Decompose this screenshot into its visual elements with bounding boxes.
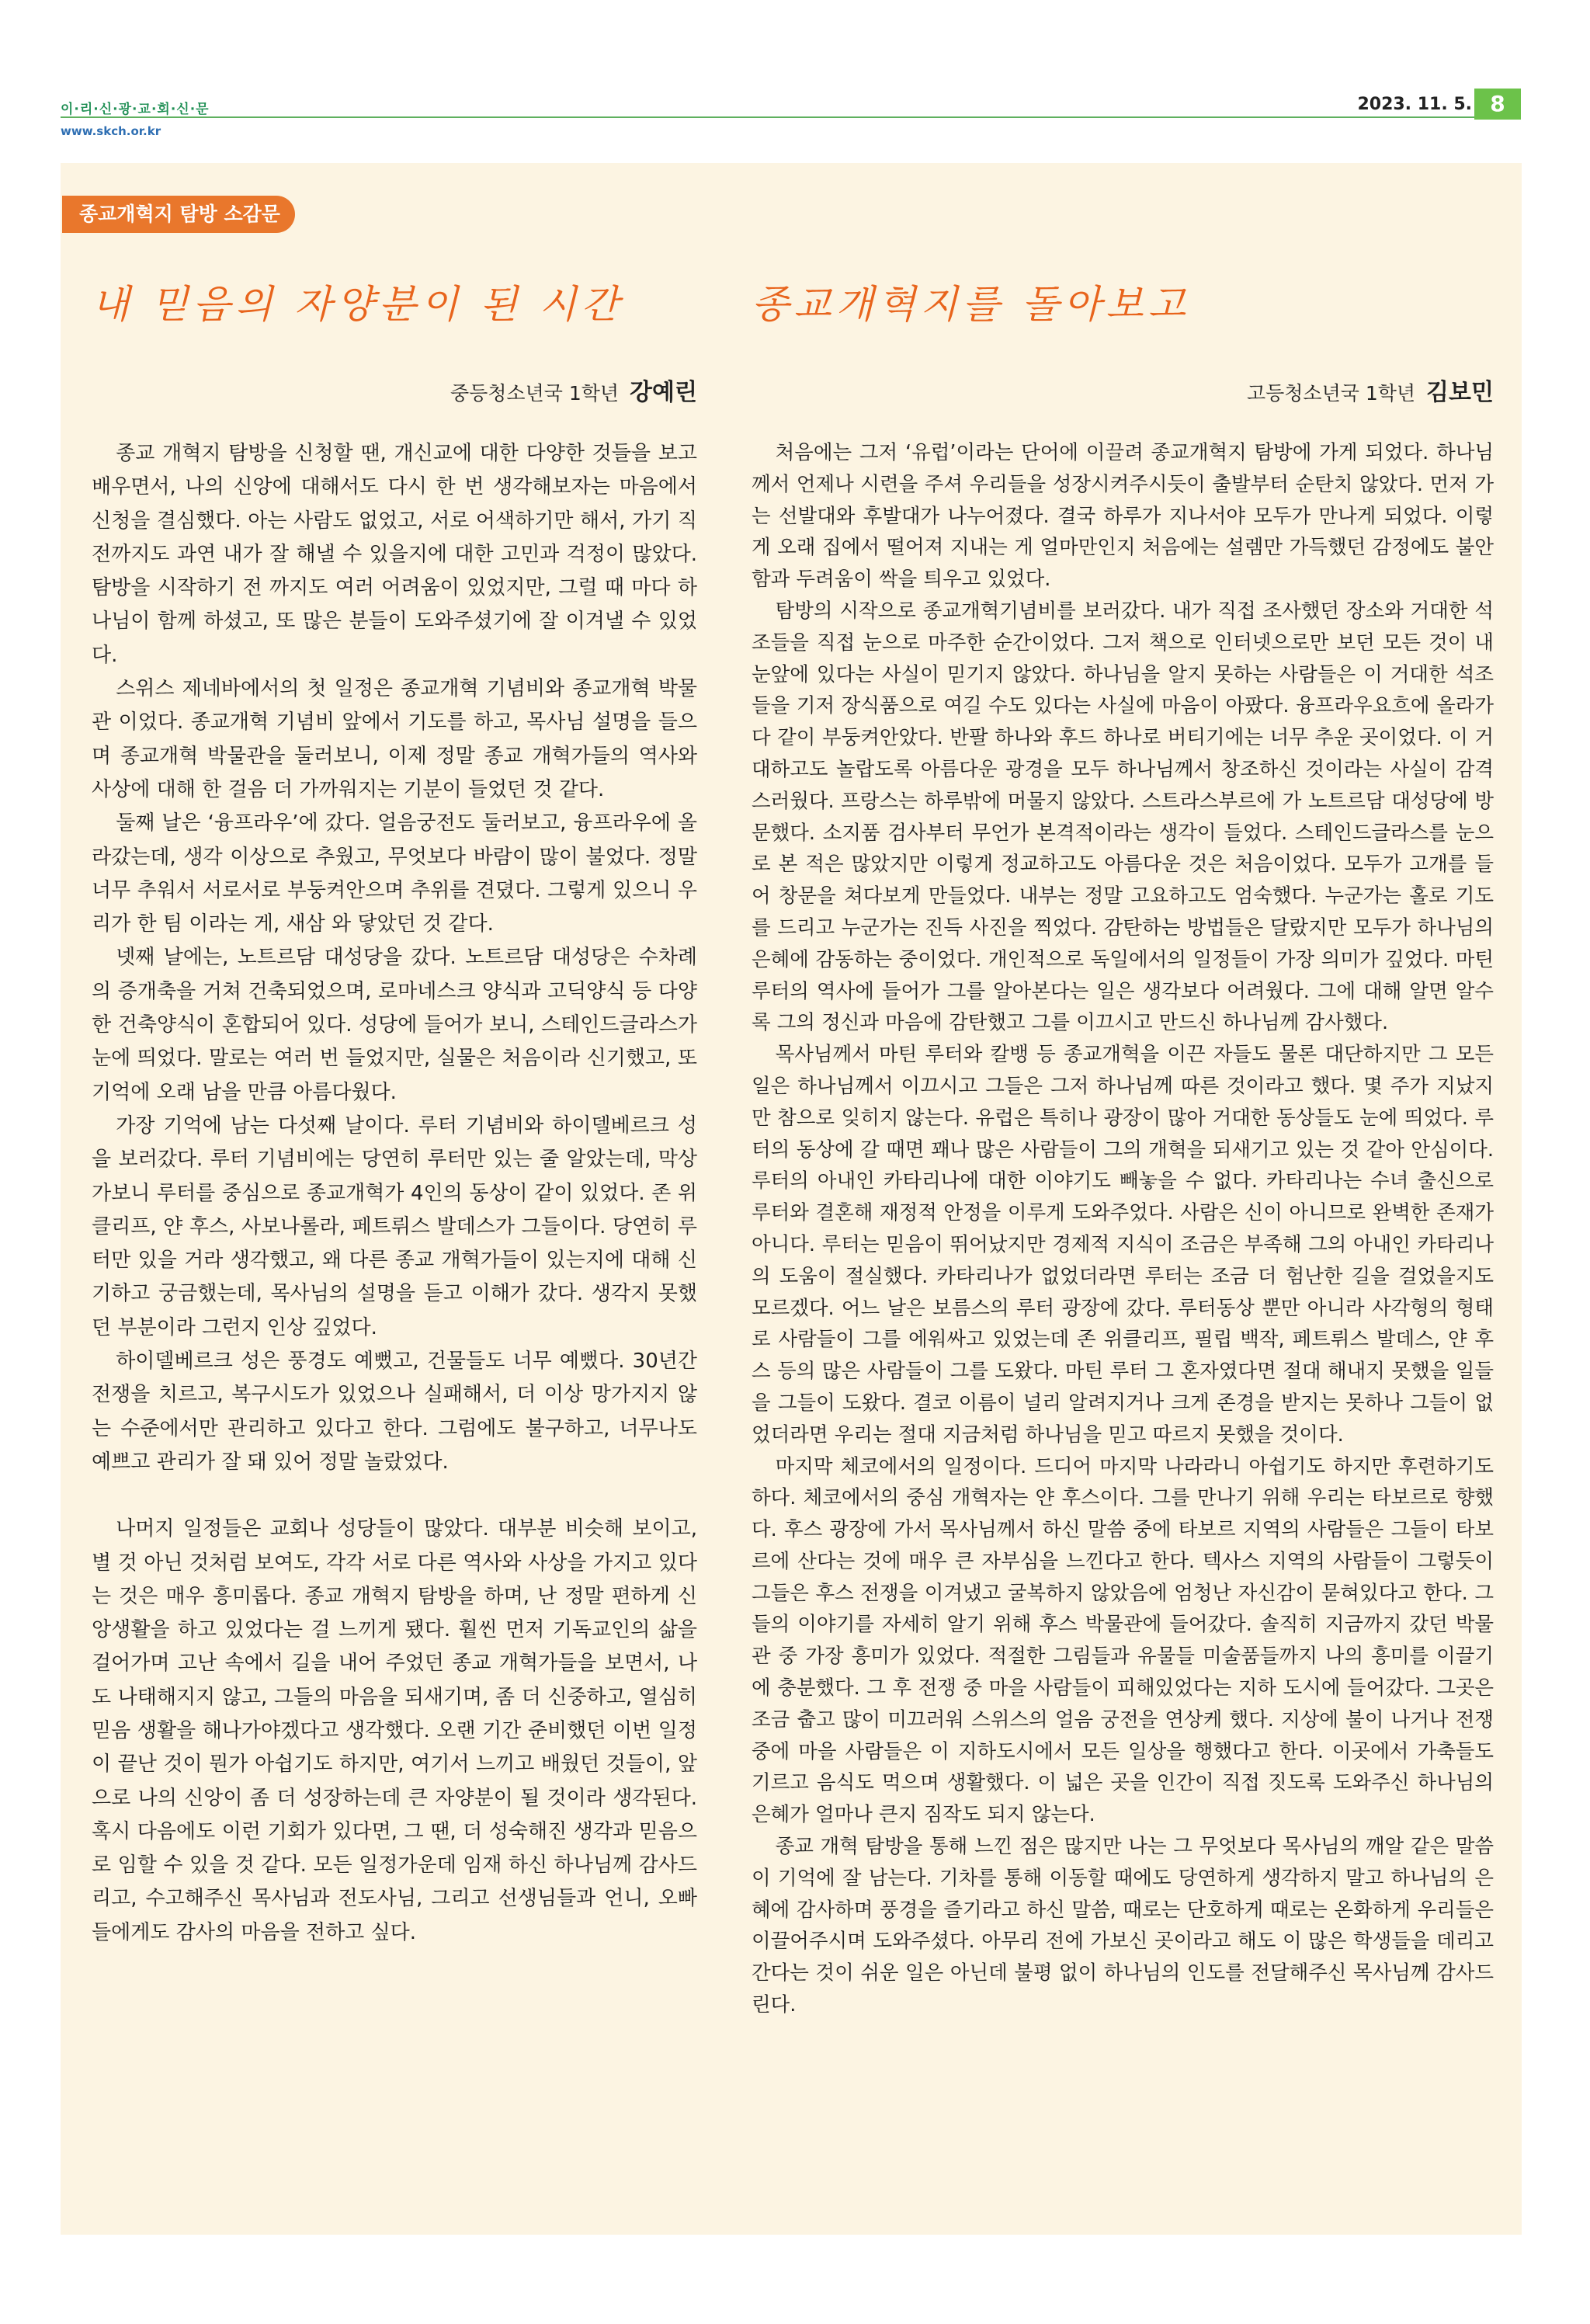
left-paragraph: 스위스 제네바에서의 첫 일정은 종교개혁 기념비와 종교개혁 박물관 이었다. 종교개혁 기념비 앞에서 기도를 하고, 목사님 설명을 들으며 종교개혁 박물관을 둘러보니, 이제 정말 종교 개혁가들의 역사와 사상에 대해 한 걸음 더 가까워지는 기분이 들었던 것 같다. — [92, 677, 697, 801]
left-article-title: 내 믿음의 자양분이 된 시간 — [92, 282, 623, 327]
right-author-name: 김보민 — [1426, 379, 1494, 406]
right-article-body — [752, 437, 1494, 2021]
right-paragraph: 종교 개혁 탐방을 통해 느낀 점은 많지만 나는 그 무엇보다 목사님의 깨알 같은 말씀이 기억에 잘 남는다. 기차를 통해 이동할 때에도 당연하게 생각하지 말고 하나님의 은혜에 감사하며 풍경을 즐기라고 하신 말씀, 때로는 단호하게 때로는 온화하게 우리들은 이끌어주시며 도와주셨다. 아무리 전에 가보신 곳이라고 해도 이 많은 학생들을 데리고 간다는 것이 쉬운 일은 아닌데 불평 없이 하나님의 인도를 전달해주신 목사님께 감사드린다. — [752, 1835, 1494, 2017]
left-article-body — [92, 437, 697, 1950]
newspaper-url[interactable]: www.skch.or.kr — [61, 124, 161, 138]
newspaper-name: 이·리·신·광·교·회·신·문 — [61, 102, 210, 117]
page-number: 8 — [1474, 89, 1521, 120]
left-paragraph: 하이델베르크 성은 풍경도 예뻤고, 건물들도 너무 예뻤다. 30년간 전쟁을 치르고, 복구시도가 있었으나 실패해서, 더 이상 망가지지 않는 수준에서만 관리하고 있다고 한다. 그럼에도 불구하고, 너무나도 예쁘고 관리가 잘 돼 있어 정말 놀랐었다. — [92, 1350, 697, 1474]
header-rule — [61, 116, 1520, 118]
left-paragraph: 종교 개혁지 탐방을 신청할 땐, 개신교에 대한 다양한 것들을 보고 배우면서, 나의 신앙에 대해서도 다시 한 번 생각해보자는 마음에서 신청을 결심했다. 아는 사람도 없었고, 서로 어색하기만 해서, 가기 직전까지도 과연 내가 잘 해낼 수 있을지에 대한 고민과 걱정이 많았다. 탐방을 시작하기 전 까지도 여러 어려움이 있었지만, 그럴 때 마다 하나님이 함께 하셨고, 또 많은 분들이 도와주셨기에 잘 이겨낼 수 있었다. — [92, 442, 697, 667]
issue-date: 2023. 11. 5. — [1357, 95, 1472, 114]
right-paragraph: 마지막 체코에서의 일정이다. 드디어 마지막 나라라니 아쉽기도 하지만 후련하기도 하다. 체코에서의 중심 개혁자는 얀 후스이다. 그를 만나기 위해 우리는 타보르로 향했다. 후스 광장에 가서 목사님께서 하신 말씀 중에 타보르 지역의 사람들은 그들이 타보르에 산다는 것에 매우 큰 자부심을 느낀다고 한다. 텍사스 지역의 사람들이 그렇듯이 그들은 후스 전쟁을 이겨냈고 굴복하지 않았음에 엄청난 자신감이 묻혀있다고 한다. 그들의 이야기를 자세히 알기 위해 후스 박물관에 들어갔다. 솔직히 지금까지 갔던 박물관 중 가장 흥미가 있었다. 적절한 그림들과 유물들 미술품들까지 나의 흥미를 이끌기에 충분했다. 그 후 전쟁 중 마을 사람들이 피해있었다는 지하 도시에 들어갔다. 그곳은 조금 춥고 많이 미끄러워 스위스의 얼음 궁전을 연상케 했다. 지상에 불이 나거나 전쟁 중에 마을 사람들은 이 지하도시에서 모든 일상을 행했다고 한다. 이곳에서 가축들도 기르고 음식도 먹으며 생활했다. 이 넓은 곳을 인간이 직접 짓도록 도와주신 하나님의 은혜가 얼마나 큰지 짐작도 되지 않는다. — [752, 1454, 1494, 1827]
right-author-dept: 고등청소년국 1학년 — [1246, 382, 1416, 405]
right-paragraph: 처음에는 그저 ‘유럽’이라는 단어에 이끌려 종교개혁지 탐방에 가게 되었다. 하나님께서 언제나 시련을 주셔 우리들을 성장시켜주시듯이 출발부터 순탄치 않았다. 먼저 가는 선발대와 후발대가 나누어졌다. 결국 하루가 지나서야 모두가 만나게 되었다. 이렇게 오래 집에서 떨어져 지내는 게 얼마만인지 처음에는 설렘만 가득했던 감정에도 불안함과 두려움이 싹을 틔우고 있었다. — [752, 441, 1494, 592]
left-paragraph: 나머지 일정들은 교회나 성당들이 많았다. 대부분 비슷해 보이고, 별 것 아닌 것처럼 보여도, 각각 서로 다른 역사와 사상을 가지고 있다는 것은 매우 흥미롭다. 종교 개혁지 탐방을 하며, 난 정말 편하게 신앙생활을 하고 있었다는 걸 느끼게 됐다. 훨씬 먼저 기독교인의 삶을 걸어가며 고난 속에서 길을 내어 주었던 종교 개혁가들을 보면서, 나도 나태해지지 않고, 그들의 마음을 되새기며, 좀 더 신중하고, 열심히 믿음 생활을 해나가야겠다고 생각했다. 오랜 기간 준비했던 이번 일정이 끝난 것이 뭔가 아쉽기도 하지만, 여기서 느끼고 배웠던 것들이, 앞으로 나의 신앙이 좀 더 성장하는데 큰 자양분이 될 것이라 생각된다. 혹시 다음에도 이런 기회가 있다면, 그 땐, 더 성숙해진 생각과 믿음으로 임할 수 있을 것 같다. 모든 일정가운데 임재 하신 하나님께 감사드리고, 수고해주신 목사님과 전도사님, 그리고 선생님들과 언니, 오빠들에게도 감사의 마음을 전하고 싶다. — [92, 1517, 697, 1944]
right-paragraph: 목사님께서 마틴 루터와 칼뱅 등 종교개혁을 이끈 자들도 물론 대단하지만 그 모든 일은 하나님께서 이끄시고 그들은 그저 하나님께 따른 것이라고 했다. 몇 주가 지났지만 참으로 잊히지 않는다. 유럽은 특히나 광장이 많아 거대한 동상들도 눈에 띄었다. 루터의 동상에 갈 때면 꽤나 많은 사람들이 그의 개혁을 되새기고 있는 것 같아 안심이다. 루터의 아내인 카타리나에 대한 이야기도 빼놓을 수 없다. 카타리나는 수녀 출신으로 루터와 결혼해 재정적 안정을 이루게 도와주었다. 사람은 신이 아니므로 완벽한 존재가 아니다. 루터는 믿음이 뛰어났지만 경제적 지식이 조금은 부족해 그의 아내인 카타리나의 도움이 절실했다. 카타리나가 없었더라면 루터는 조금 더 험난한 길을 걸었을지도 모르겠다. 어느 날은 보름스의 루터 광장에 갔다. 루터동상 뿐만 아니라 사각형의 형태로 사람들이 그를 에워싸고 있었는데 존 위클리프, 필립 백작, 페트뤼스 발데스, 얀 후스 등의 많은 사람들이 그를 도왔다. 마틴 루터 그 혼자였다면 절대 해내지 못했을 일들을 그들이 도왔다. 결코 이름이 널리 알려지거나 크게 존경을 받지는 못하나 그들이 없었더라면 우리는 절대 지금처럼 하나님을 믿고 따르지 못했을 것이다. — [752, 1043, 1494, 1447]
right-article-title: 종교개혁지를 돌아보고 — [752, 282, 1190, 327]
right-paragraph: 탐방의 시작으로 종교개혁기념비를 보러갔다. 내가 직접 조사했던 장소와 거대한 석조들을 직접 눈으로 마주한 순간이었다. 그저 책으로 인터넷으로만 보던 모든 것이 내 눈앞에 있다는 사실이 믿기지 않았다. 하나님을 알지 못하는 사람들은 이 거대한 석조들을 기저 장식품으로 여길 수도 있다는 사실에 마음이 아팠다. 융프라우요흐에 올라가 다 같이 부둥켜안았다. 반팔 하나와 후드 하나로 버티기에는 너무 추운 곳이었다. 이 거대하고도 놀랍도록 아름다운 광경을 모두 하나님께서 창조하신 것이라는 사실이 감격스러웠다. 프랑스는 하루밖에 머물지 않았다. 스트라스부르에 가 노트르담 대성당에 방문했다. 소지품 검사부터 무언가 본격적이라는 생각이 들었다. 스테인드글라스를 눈으로 본 적은 많았지만 이렇게 정교하고도 아름다운 것은 처음이었다. 모두가 고개를 들어 창문을 쳐다보게 만들었다. 내부는 정말 고요하고도 엄숙했다. 누군가는 홀로 기도를 드리고 누군가는 진득 사진을 찍었다. 감탄하는 방법들은 달랐지만 모두가 하나님의 은혜에 감동하는 중이었다. 개인적으로 독일에서의 일정들이 가장 의미가 깊었다. 마틴 루터의 역사에 들어가 그를 알아본다는 일은 생각보다 어려웠다. 그에 대해 알면 알수록 그의 정신과 마음에 감탄했고 그를 이끄시고 만드신 하나님께 감사했다. — [752, 599, 1494, 1035]
left-paragraph: 넷째 날에는, 노트르담 대성당을 갔다. 노트르담 대성당은 수차례의 증개축을 거쳐 건축되었으며, 로마네스크 양식과 고딕양식 등 다양한 건축양식이 혼합되어 있다. 성당에 들어가 보니, 스테인드글라스가 눈에 띄었다. 말로는 여러 번 들었지만, 실물은 처음이라 신기했고, 또 기억에 오래 남을 만큼 아름다웠다. — [92, 946, 697, 1104]
left-author-name: 강예린 — [630, 379, 697, 406]
section-tag: 종교개혁지 탐방 소감문 — [62, 196, 295, 233]
left-author-dept: 중등청소년국 1학년 — [450, 382, 620, 405]
left-article-byline — [92, 373, 697, 407]
left-paragraph: 둘째 날은 ‘융프라우’에 갔다. 얼음궁전도 둘러보고, 융프라우에 올라갔는데, 생각 이상으로 추웠고, 무엇보다 바람이 많이 불었다. 정말 너무 추워서 서로서로 부둥켜안으며 추위를 견뎠다. 그렇게 있으니 우리가 한 팀 이라는 게, 새삼 와 닿았던 것 같다. — [92, 811, 697, 936]
left-paragraph: 가장 기억에 남는 다섯째 날이다. 루터 기념비와 하이델베르크 성을 보러갔다. 루터 기념비에는 당연히 루터만 있는 줄 알았는데, 막상 가보니 루터를 중심으로 종교개혁가 4인의 동상이 같이 있었다. 존 위클리프, 얀 후스, 사보나롤라, 페트뤼스 발데스가 그들이다. 당연히 루터만 있을 거라 생각했고, 왜 다른 종교 개혁가들이 있는지에 대해 신기하고 궁금했는데, 목사님의 설명을 듣고 이해가 갔다. 생각지 못했던 부분이라 그런지 인상 깊었다. — [92, 1113, 697, 1339]
right-article-byline — [752, 373, 1494, 407]
